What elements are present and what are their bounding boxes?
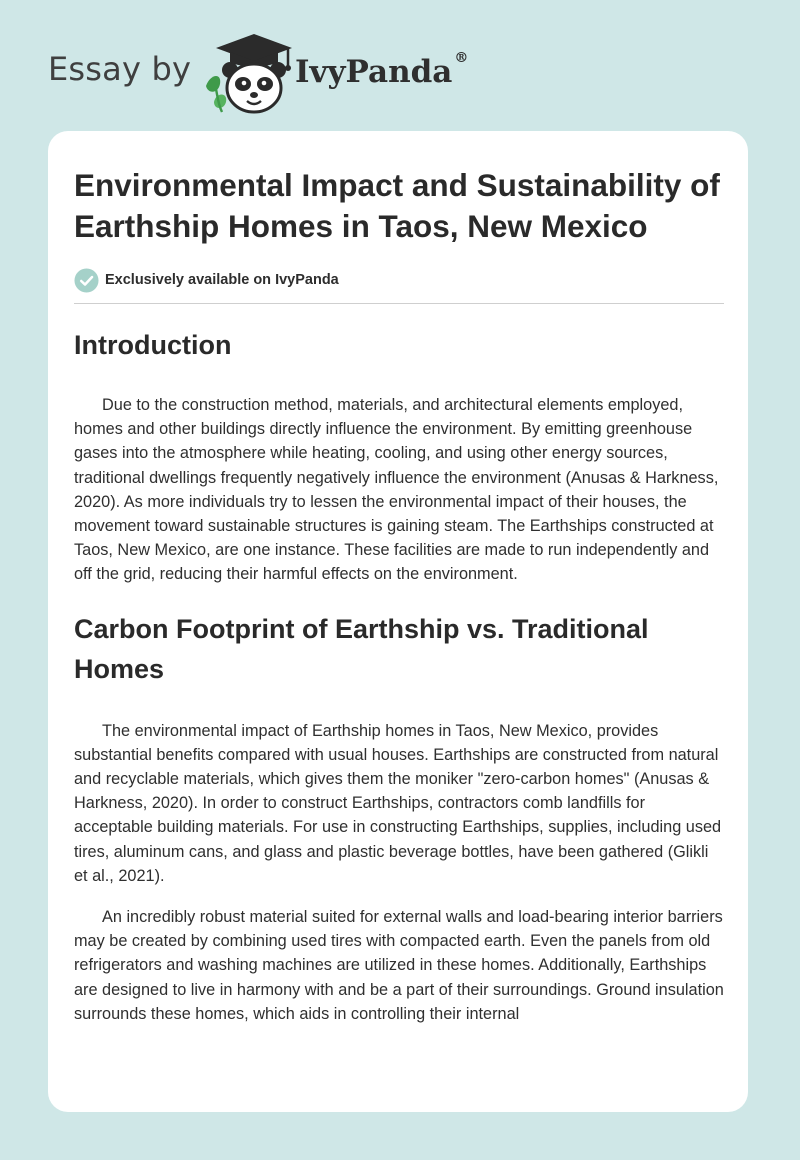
title-divider (74, 303, 724, 304)
panda-logo-icon (200, 28, 300, 118)
brand-prefix: Essay by (48, 50, 192, 88)
paragraph-introduction: Due to the construction method, materials, and architectural elements employed, homes and other buildings directly influence the environment. By emitting greenhouse gases into the atmosphere while heating, cooling, and using other energy sources, traditional dwellings frequently negatively influence the environment (Anusas & Harkness, 2020). As more individuals try to lessen the environmental impact of their houses, the movement toward sustainable structures is gaining steam. The Earthships constructed at Taos, New Mexico, are one instance. These facilities are made to run independently and off the grid, reducing their harmful effects on the environment. (74, 396, 719, 584)
paragraph-carbon-2: An incredibly robust material suited for external walls and load-bearing interior barriers may be created by combining used tires with compacted earth. Even the panels from old refrigerators and washing machines are utilized in these homes. Additionally, Earthships are designed to live in harmony with and be a part of their surroundings. Ground insulation surrounds these homes, which aids in controlling their internal (74, 908, 724, 1023)
section-heading-carbon-footprint: Carbon Footprint of Earthship vs. Traditional Homes (74, 613, 649, 684)
essay-content (74, 165, 724, 1026)
exclusive-badge (74, 267, 724, 293)
essay-title: Environmental Impact and Sustainability of Earthship Homes in Taos, New Mexico (74, 167, 720, 244)
brand-name (295, 50, 469, 90)
brand-header[interactable] (48, 28, 508, 118)
brand-name-text: IvyPanda (295, 54, 453, 90)
section-heading-introduction: Introduction (74, 330, 232, 360)
registered-mark: ® (454, 50, 469, 66)
check-circle-icon (74, 268, 99, 293)
paragraph-carbon-1: The environmental impact of Earthship homes in Taos, New Mexico, provides substantial benefits compared with usual houses. Earthships are constructed from natural and recyclable materials, which gives them the moniker "zero-carbon homes" (Anusas & Harkness, 2020). In order to construct Earthships, contractors comb landfills for acceptable building materials. For use in constructing Earthships, supplies, including used tires, aluminum cans, and glass and plastic beverage bottles, have been gathered (Glikli et al., 2021). (74, 721, 722, 885)
essay-card (48, 131, 748, 1112)
exclusive-label: Exclusively available on IvyPanda (105, 272, 339, 288)
